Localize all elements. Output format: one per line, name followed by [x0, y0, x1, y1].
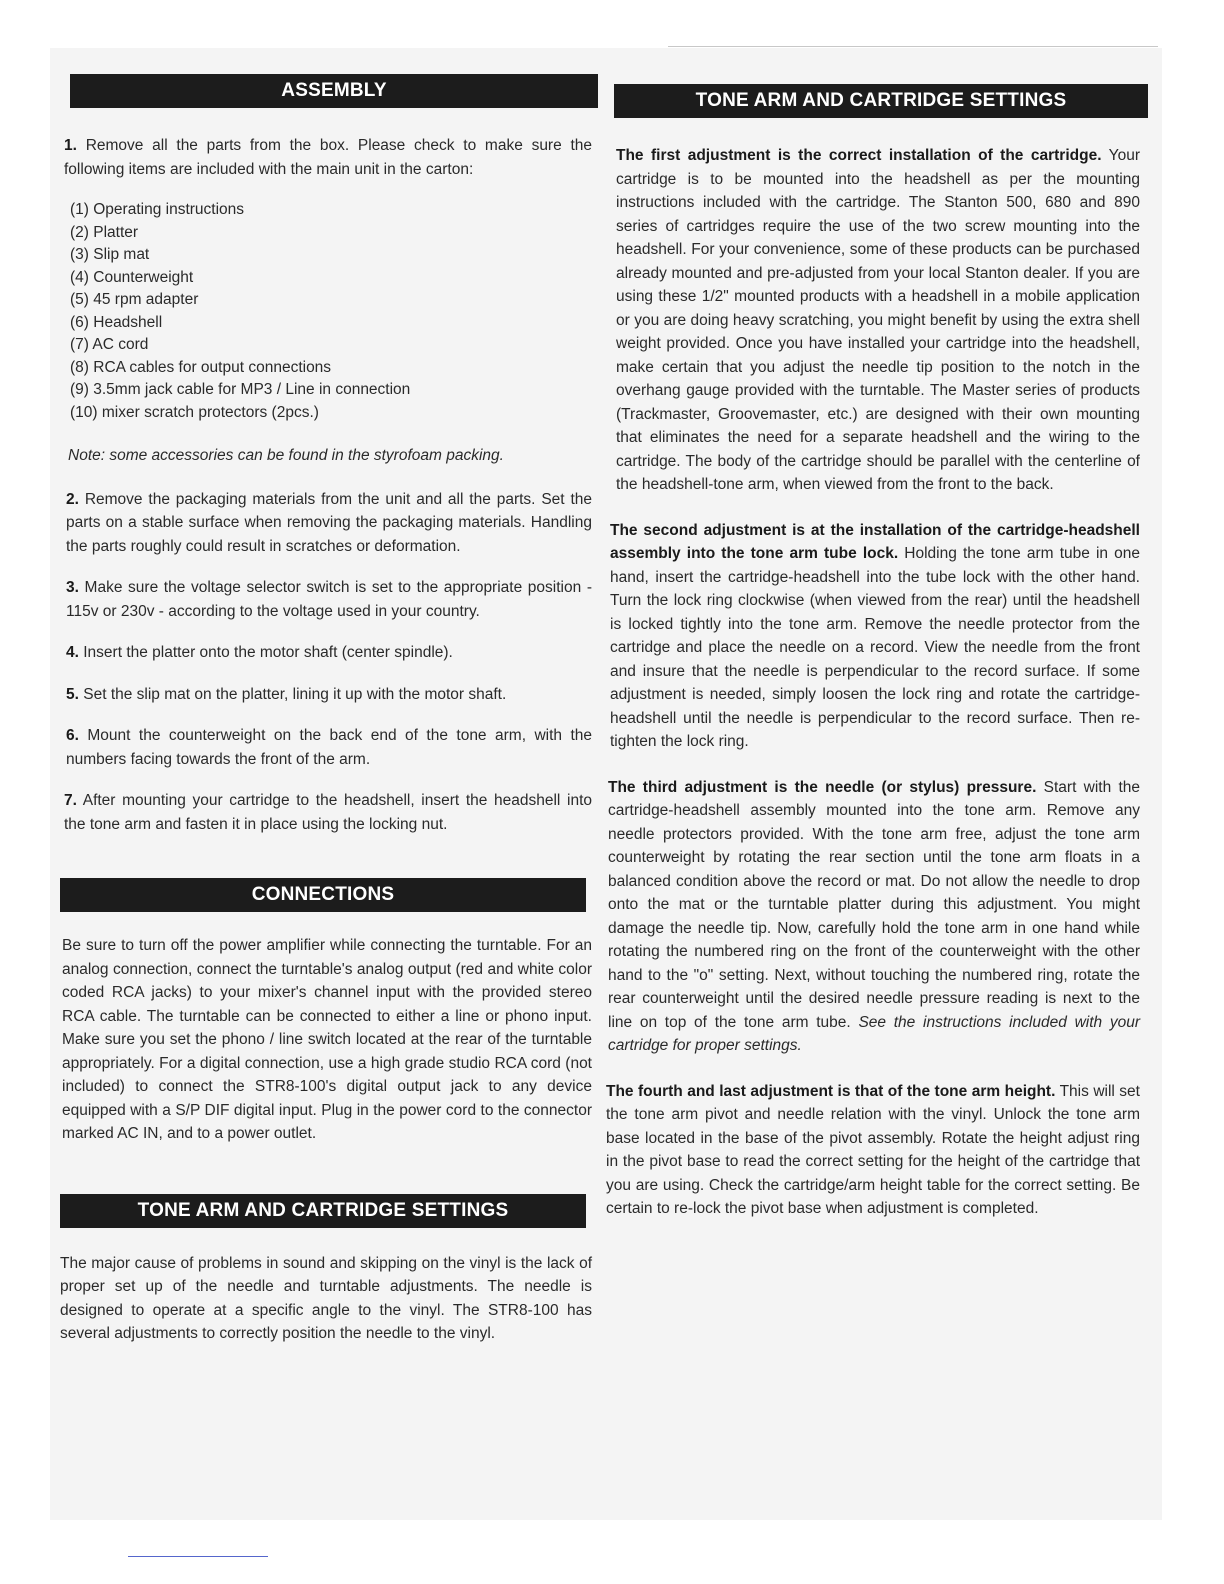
list-item: (6) Headshell [70, 313, 163, 331]
parts-list [60, 199, 592, 424]
right-column [606, 84, 1140, 1221]
connections-text: Be sure to turn off the power amplifier while connecting the turntable. For an analog connection, connect the turntable's analog output (red and white color coded RCA jacks) to your mixer's channel input with the provided stereo RCA cable. The turntable can be connected to either a line or phono input. Make sure you set the phono / line switch located at the rear of the turntable appropriately. For a digital connection, use a high grade studio RCA cord (not included) to connect the STR8-100's digital output jack to any device equipped with a S/P DIF digital input. Plug in the power cord to the connector marked AC IN, and to a power outlet. [62, 937, 592, 1142]
second-adjustment-title: The second adjustment is at the installation of the cartridge-headshell assembly into the tone arm tube lock. [610, 521, 1140, 562]
second-adjustment-text: Holding the tone arm tube in one hand, insert the cartridge-headshell into the tube lock with the other hand. Turn the lock ring clockwise (when viewed from the rear) until the headshell is locked tightly into the tone arm. Remove the needle protector from the cartridge and place the needle on a record. View the needle from the front and insure that the needle is perpendicular to the record surface. If some adjustment is needed, simply loosen the lock ring and rotate the cartridge-headshell until the needle is perpendicular to the record surface. Then re-tighten the lock ring. [610, 545, 1141, 750]
step-number: 2. [66, 490, 79, 508]
step-number: 3. [66, 579, 79, 596]
list-item: (9) 3.5mm jack cable for MP3 / Line in connection [70, 381, 411, 398]
list-item: (1) Operating instructions [70, 201, 245, 218]
scan-edge-line [668, 46, 1158, 47]
fourth-adjustment-title: The fourth and last adjustment is that of the tone arm height. [606, 1082, 1056, 1100]
assembly-step-7 [60, 789, 592, 836]
step-number: 1. [64, 137, 77, 154]
assembly-heading: ASSEMBLY [70, 74, 598, 108]
footer-rule [128, 1556, 268, 1557]
third-adjustment-text: Start with the cartridge-headshell assembly mounted into the tone arm. Remove any needle protectors provided. With the tone arm free, adjust the tone arm counterweight by rotating the rear section until the tone arm floats in a balanced condition above the record or mat. Do not allow the needle to drop onto the mat or the turntable platter during this adjustment. You might damage the needle tip. Now, carefully hold the tone arm in one hand while rotating the numbered ring on the front of the counterweight with the other hand to the "o" setting. Next, without touching the numbered ring, rotate the rear counterweight until the desired needle pressure reading is next to the line on top of the tone arm tube. [608, 778, 1141, 1031]
assembly-step-3 [60, 576, 592, 623]
left-column [60, 74, 592, 1346]
step-number: 6. [66, 727, 79, 744]
step-number: 4. [66, 644, 79, 661]
list-item: (2) Platter [70, 223, 139, 241]
assembly-step-1 [60, 134, 592, 181]
step-text: Make sure the voltage selector switch is set to the appropriate position - 115v or 230v - according to the voltage used in your country. [66, 579, 592, 620]
third-adjustment-note: See the instructions included with your cartridge for proper settings. [608, 1013, 1140, 1054]
step-text: Remove the packaging materials from the unit and all the parts. Set the parts on a stable surface when removing the packaging materials. Handling the parts roughly could result in scratches or deformation. [66, 490, 593, 555]
list-item: (10) mixer scratch protectors (2pcs.) [70, 403, 319, 421]
step-text: Remove all the parts from the box. Please check to make sure the following items are included with the main unit in the carton: [64, 137, 592, 178]
step-text: Insert the platter onto the motor shaft (center spindle). [83, 644, 453, 661]
assembly-step-4 [60, 641, 592, 665]
step-number: 7. [64, 792, 77, 809]
step-number: 5. [66, 685, 79, 703]
step-text: Mount the counterweight on the back end of the tone arm, with the numbers facing towards the front of the arm. [66, 727, 592, 768]
connections-heading: CONNECTIONS [60, 878, 586, 912]
fourth-adjustment-text: This will set the tone arm pivot and needle relation with the vinyl. Unlock the tone arm base located in the base of the pivot assembly. Rotate the height adjust ring in the pivot base to read the correct setting for the height of the cartridge that you are using. Check the cartridge/arm height table for the correct setting. Be certain to re-lock the pivot base when adjustment is completed. [606, 1082, 1140, 1217]
third-adjustment [606, 776, 1140, 1058]
accessories-note: Note: some accessories can be found in the styrofoam packing. [68, 447, 504, 464]
list-item: (4) Counterweight [70, 268, 194, 286]
first-adjustment [606, 144, 1140, 497]
list-item: (5) 45 rpm adapter [70, 291, 199, 308]
list-item: (3) Slip mat [70, 246, 150, 263]
assembly-step-2 [60, 488, 592, 559]
fourth-adjustment [606, 1080, 1140, 1221]
assembly-step-6 [60, 724, 592, 771]
third-adjustment-title: The third adjustment is the needle (or stylus) pressure. [608, 778, 1037, 796]
tone-arm-intro-text: The major cause of problems in sound and skipping on the vinyl is the lack of proper set up of the needle and turntable adjustments. The needle is designed to operate at a specific angle to the vinyl. The STR8-100 has several adjustments to correctly position the needle to the vinyl. [60, 1254, 592, 1342]
first-adjustment-text: Your cartridge is to be mounted into the headshell as per the mounting instructions included with the cartridge. The Stanton 500, 680 and 890 series of cartridges require the use of the two screw mounting into the headshell. For your convenience, some of these products can be purchased already mounted and pre-adjusted from your local Stanton dealer. If you are using these 1/2" mounted products with a headshell in a mobile application or you are doing heavy scratching, you might benefit by using the extra shell weight provided. Once you have installed your cartridge into the headshell, make certain that you adjust the needle tip position to the notch in the overhang gauge provided with the turntable. The Master series of products (Trackmaster, Groovemaster, etc.) are designed with their own mounting that eliminates the need for a separate headshell and the wiring to the cartridge. The body of the cartridge should be parallel with the centerline of the headshell-tone arm, when viewed from the front to the back. [616, 147, 1140, 493]
tone-arm-heading: TONE ARM AND CARTRIDGE SETTINGS [614, 84, 1148, 118]
list-item: (8) RCA cables for output connections [70, 358, 332, 376]
step-text: Set the slip mat on the platter, lining it up with the motor shaft. [83, 685, 507, 703]
step-text: After mounting your cartridge to the headshell, insert the headshell into the tone arm and fasten it in place using the locking nut. [64, 792, 593, 833]
first-adjustment-title: The first adjustment is the correct installation of the cartridge. [616, 147, 1102, 164]
assembly-step-5 [60, 683, 592, 707]
second-adjustment [606, 519, 1140, 754]
tone-arm-intro-heading: TONE ARM AND CARTRIDGE SETTINGS [60, 1194, 586, 1228]
list-item: (7) AC cord [70, 336, 149, 353]
